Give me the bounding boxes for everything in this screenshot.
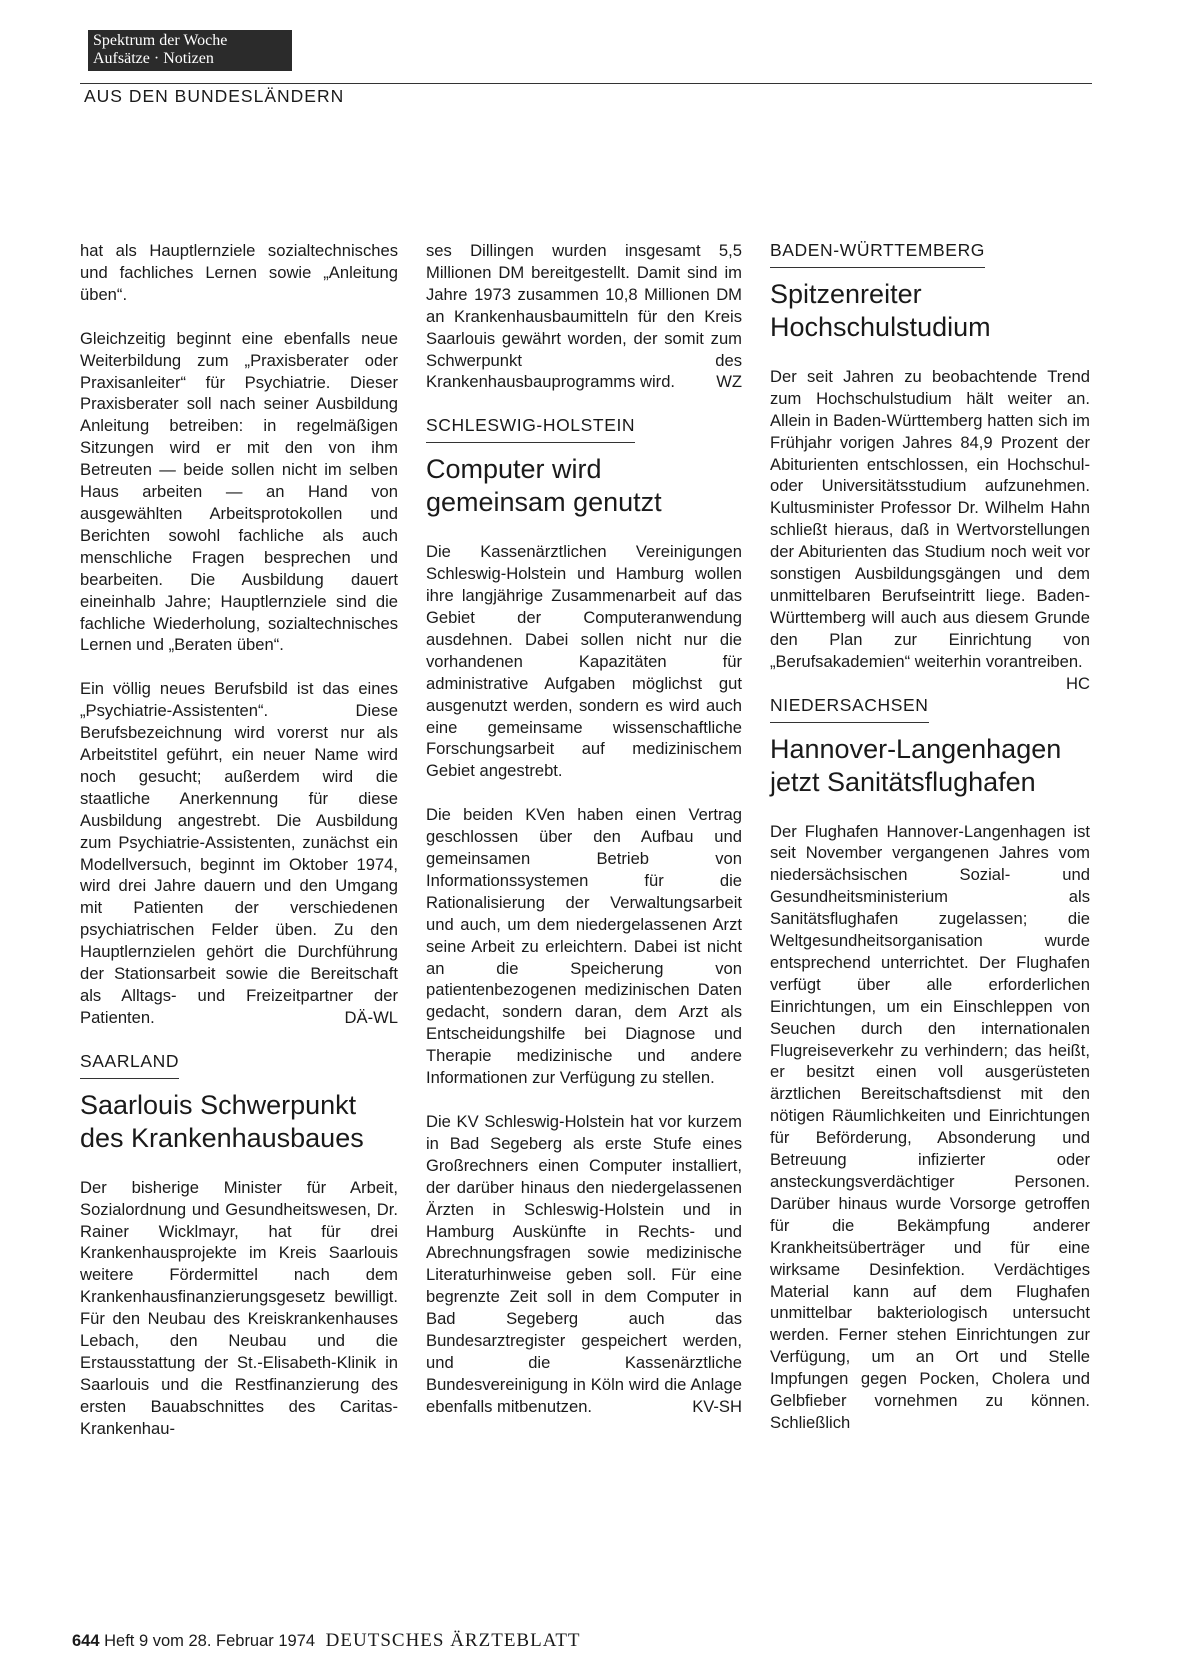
paragraph: hat als Hauptlernziele sozialtechnisches und fachliches Lernen sowie „Anleitung üben“. [80,241,398,304]
section-title: AUS DEN BUNDESLÄNDERN [84,86,345,106]
paragraph [426,240,742,393]
author-signature: HC [1066,673,1090,693]
paragraph-text: Die KV Schleswig-Holstein hat vor kurzem in Bad Segeberg als erste Stufe eines Großrechners einen Computer installiert, der darüber hinaus den niedergelassenen Ärzten in Schleswig-Holstein und in Hamburg Auskünfte in Rechts- und Abrechnungsfragen sowie medizinische Literaturhinweise geben soll. Für eine begrenzte Zeit soll in dem Computer in Bad Segeberg auch das Bundesarztregister gespeichert werden, und die Kassenärztliche Bundesvereinigung in Köln wird die Anlage ebenfalls mitbenutzen. [426,1112,742,1416]
rubric-tag [88,30,292,71]
region-label-niedersachsen: NIEDERSACHSEN [770,695,929,723]
paragraph-text: ses Dillingen wurden insgesamt 5,5 Millionen DM bereitgestellt. Damit sind im Jahre 1973 zusammen 10,8 Millionen DM an Krankenhausbaumitteln für den Kreis Saarlouis gewährt worden, der somit zum Schwerpunkt des Krankenhausbauprogramms wird. [426,241,742,392]
paragraph: Der Flughafen Hannover-Langenhagen ist seit November vergangenen Jahres vom niedersächsischen Sozial- und Gesundheitsministerium als Sanitätsflughafen zugelassen; die Weltgesundheitsorganisation wurde entsprechend unterrichtet. Der Flughafen verfügt über alle erforderlichen Einrichtungen, um ein Einschleppen von Seuchen durch den internationalen Flugreiseverkehr zu verhindern; das heißt, er besitzt einen voll ausgerüsteten ärztlichen Bereitschaftsdienst mit den nötigen Räumlichkeiten und Einrichtungen für Beförderung, Absonderung und Betreuung infizierter oder ansteckungsverdächtiger Personen. Darüber hinaus wurde Vorsorge getroffen für die Bekämpfung anderer Krankheitsüberträger und für eine wirksame Desinfektion. Verdächtiges Material kann auf dem Flughafen unmittelbar bakteriologisch untersucht werden. Ferner stehen Einrichtungen zur Verfügung, um an Ort und Stelle Impfungen gegen Pocken, Cholera und Gelbfieber vornehmen zu können. Schließlich [770,821,1090,1432]
paragraph: Die beiden KVen haben einen Vertrag geschlossen über den Aufbau und gemeinsamen Betrieb von Informationssystemen für die Rationalisierung der Verwaltungsarbeit und auch, um dem niedergelassenen Arzt seine Arbeit zu erleichtern. Dabei ist nicht an die Speicherung von patientenbezogenen medizinischen Daten gedacht, sondern daran, dem Arzt als Entscheidungshilfe bei Diagnose und Therapie medizinische und andere Informationen zur Verfügung zu stellen. [426,805,742,1088]
paragraph-text: Der seit Jahren zu beobachtende Trend zum Hochschulstudium hält weiter an. Allein in Baden-Württemberg hatten sich im Frühjahr vorigen Jahres 84,9 Prozent der Abiturienten entschlossen, ein Hochschul- oder Universitätsstudium aufzunehmen. Kultusminister Professor Dr. Wilhelm Hahn schließt hieraus, daß in Wertvorstellungen der Abiturienten das Studium noch weit vor sonstigen Ausbildungsgängen und dem unmittelbaren Berufseintritt liege. Baden-Württemberg will auch aus diesem Grunde den Plan zur Einrichtung von „Berufsakademien“ weiterhin vorantreiben. [770,366,1090,671]
article-headline: Hannover-Langenhagen jetzt Sanitätsflughafen [770,733,1062,797]
author-signature: KV-SH [692,1396,742,1416]
paragraph [770,366,1090,693]
region-label-saarland: SAARLAND [80,1051,179,1079]
column-3 [770,240,1090,1456]
header-rule [80,83,1092,84]
article-headline: Saarlouis Schwerpunkt des Krankenhausbaues [80,1089,364,1153]
issue-info: Heft 9 vom 28. Februar 1974 [104,1632,316,1650]
paragraph-text: Ein völlig neues Berufsbild ist das eines „Psychiatrie-Assistenten“. Diese Berufsbezeichnung wird vorerst nur als Arbeitstitel geführt, ein neuer Name wird noch gesucht; außerdem wird die staatliche Anerkennung für diese Ausbildung angestrebt. Die Ausbildung zum Psychiatrie-Assistenten, zunächst ein Modellversuch, beginnt im Oktober 1974, wird drei Jahre dauern und den Umgang mit Patienten der verschiedenen psychiatrischen Felder üben. Zu den Hauptlernzielen gehört die Durchführung der Stationsarbeit sowie die Bereitschaft als Alltags- und Freizeitpartner der Patienten. [80,679,398,1027]
rubric-line-1: Spektrum der Woche [93,32,228,49]
article-headline: Computer wird gemeinsam genutzt [426,454,662,518]
page-footer [72,1630,581,1652]
author-signature: DÄ-WL [344,1007,398,1027]
author-signature: WZ [716,372,742,392]
paragraph [426,1111,742,1418]
page-number: 644 [72,1632,100,1650]
publication-name: DEUTSCHES ÄRZTEBLATT [325,1630,581,1651]
paragraph: Der bisherige Minister für Arbeit, Sozialordnung und Gesundheitswesen, Dr. Rainer Wicklmayr, hat für drei Krankenhausprojekte im Kreis Saarlouis weitere Fördermittel nach dem Krankenhausfinanzierungsgesetz bewilligt. Für den Neubau des Kreiskrankenhauses Lebach, den Neubau und die Erstausstattung der St.-Elisabeth-Klinik in Saarlouis und die Restfinanzierung des ersten Bauabschnittes des Caritas-Krankenhau- [80,1177,398,1438]
rubric-line-2: Aufsätze · Notizen [93,50,214,67]
paragraph [80,678,398,1029]
region-label-baden-wuerttemberg: BADEN-WÜRTTEMBERG [770,240,985,268]
column-2 [426,240,742,1440]
article-headline: Spitzenreiter Hochschulstudium [770,278,991,342]
column-1 [80,240,398,1462]
paragraph: Die Kassenärztlichen Vereinigungen Schleswig-Holstein und Hamburg wollen ihre langjährige Zusammenarbeit auf das Gebiet der Computeranwendung ausdehnen. Dabei sollen nicht nur die vorhandenen Kapazitäten für administrative Aufgaben möglichst gut ausgenutzt werden, sondern es wird auch eine gemeinsame wissenschaftliche Forschungsarbeit auf medizinischem Gebiet angestrebt. [426,542,742,781]
paragraph: Gleichzeitig beginnt eine ebenfalls neue Weiterbildung zum „Praxisberater oder Praxisanleiter“ für Psychiatrie. Dieser Praxisberater soll nach seiner Ausbildung Anleitung betreiben: in regelmäßigen Sitzungen wird er mit den von ihm Betreuten — beide sollen nicht im selben Haus arbeiten — an Hand von ausgewählten Arbeitsprotokollen und Berichten sowohl fachliche als auch menschliche Fragen besprechen und bearbeiten. Die Ausbildung dauert eineinhalb Jahre; Hauptlernziele sind die fachliche Wiederholung, sozialtechnisches Lernen und „Beraten üben“. [80,328,398,655]
region-label-schleswig-holstein: SCHLESWIG-HOLSTEIN [426,415,635,443]
